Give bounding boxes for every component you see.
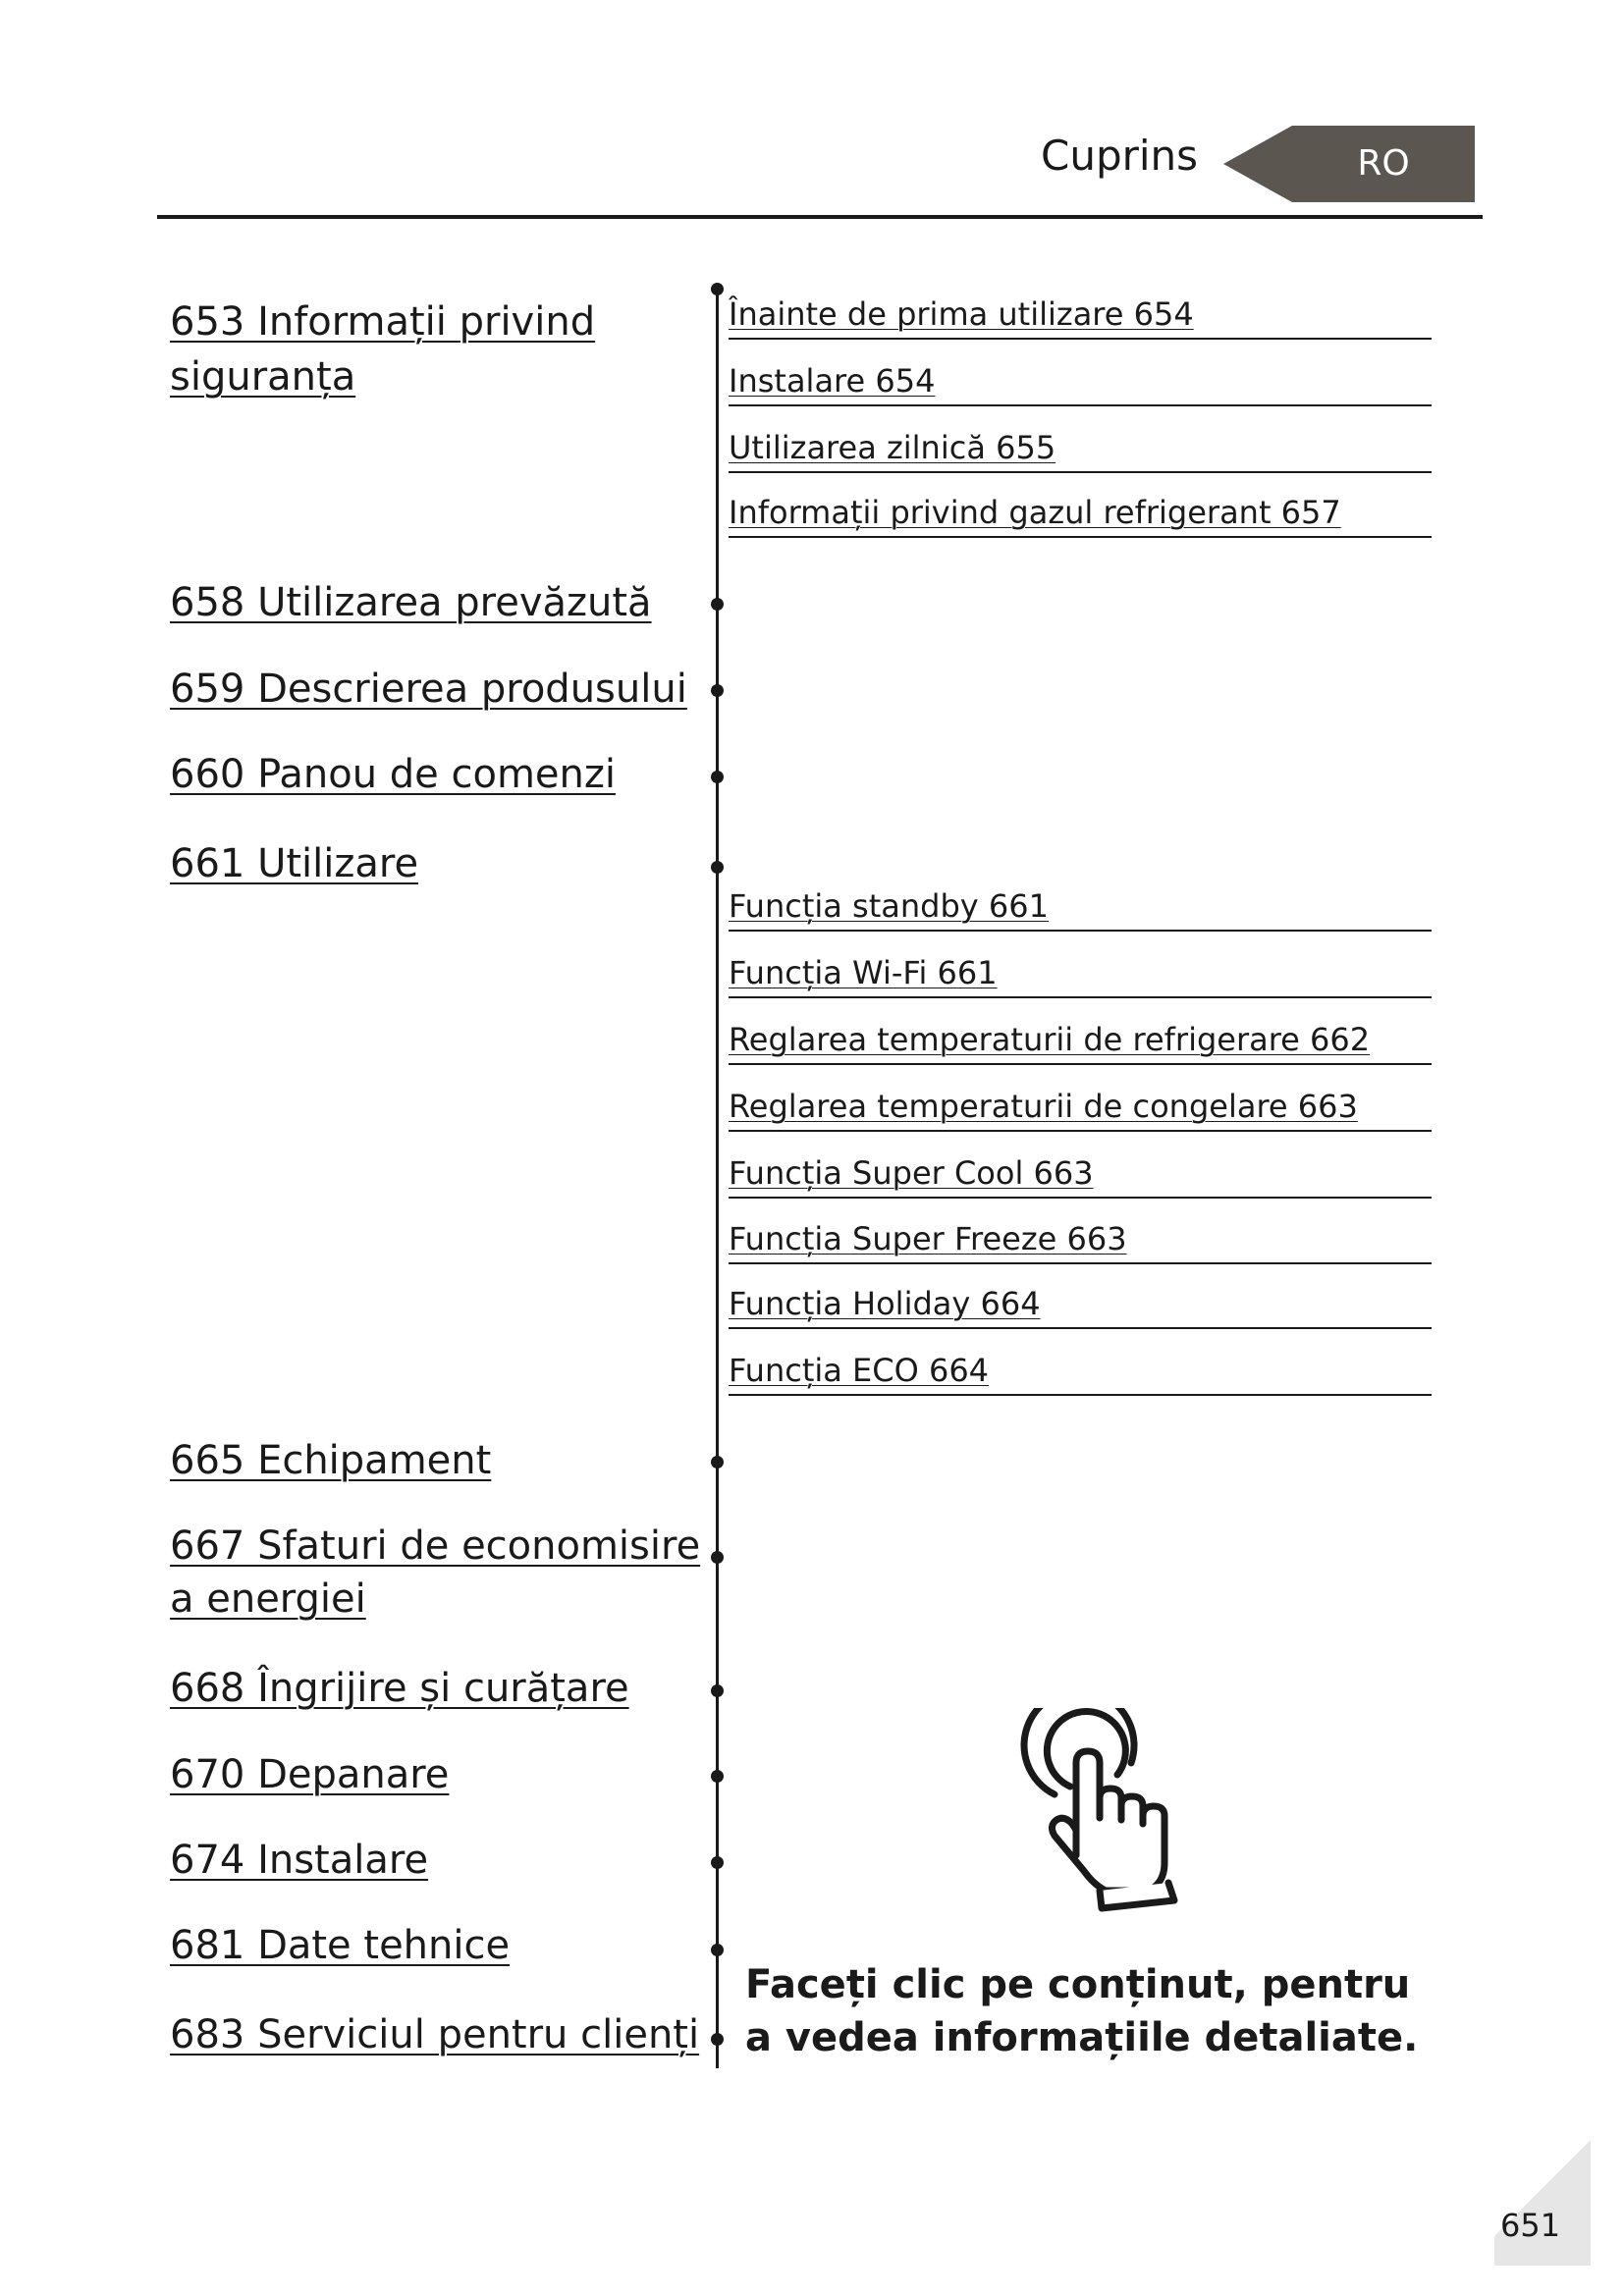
- page-corner-fold: [1475, 2138, 1593, 2268]
- toc-link-installation[interactable]: 674 Instalare: [170, 1838, 429, 1883]
- timeline-dot: [711, 684, 724, 697]
- timeline-dot: [711, 2033, 724, 2046]
- page-number: 651: [1500, 2207, 1561, 2244]
- timeline-line: [716, 287, 719, 2068]
- click-hint-text: Faceți clic pe conținut, pentru a vedea informațiile detaliate.: [745, 1962, 1419, 2060]
- timeline-dot: [711, 861, 724, 874]
- timeline-dot: [711, 1456, 724, 1468]
- timeline-dot: [711, 1856, 724, 1869]
- timeline-dot: [711, 1551, 724, 1564]
- touch-hand-icon: [1011, 1708, 1188, 1918]
- toc-link-technical-data[interactable]: 681 Date tehnice: [170, 1923, 511, 1968]
- language-label: RO: [1357, 143, 1410, 184]
- language-tab: [1223, 126, 1475, 202]
- toc-sublink-eco[interactable]: Funcția ECO 664: [729, 1347, 1432, 1396]
- toc-link-energy-saving[interactable]: 667 Sfaturi de economisire a energiei: [170, 1523, 701, 1622]
- toc-link-equipment[interactable]: 665 Echipament: [170, 1438, 492, 1483]
- toc-sublink-holiday[interactable]: Funcția Holiday 664: [729, 1280, 1432, 1329]
- toc-sublink-freezer-temp[interactable]: Reglarea temperaturii de congelare 663: [729, 1083, 1432, 1132]
- toc-link-troubleshooting[interactable]: 670 Depanare: [170, 1752, 450, 1797]
- header-divider: [157, 215, 1483, 219]
- timeline-dot: [711, 598, 724, 611]
- toc-link-intended-use[interactable]: 658 Utilizarea prevăzută: [170, 580, 652, 625]
- toc-sublink-daily-use[interactable]: Utilizarea zilnică 655: [729, 424, 1432, 473]
- toc-link-safety-info[interactable]: 653 Informații privind siguranța: [170, 299, 596, 400]
- timeline-dot: [711, 1684, 724, 1697]
- timeline-dot: [711, 1770, 724, 1783]
- toc-sublink-before-first-use[interactable]: Înainte de prima utilizare 654: [729, 291, 1432, 340]
- toc-sublink-fridge-temp[interactable]: Reglarea temperaturii de refrigerare 662: [729, 1016, 1432, 1065]
- toc-link-customer-service[interactable]: 683 Serviciul pentru clienți: [170, 2012, 700, 2057]
- toc-sublink-refrigerant-gas[interactable]: Informații privind gazul refrigerant 657: [729, 489, 1432, 538]
- toc-link-product-description[interactable]: 659 Descrierea produsului: [170, 667, 687, 712]
- toc-sublink-standby[interactable]: Funcția standby 661: [729, 882, 1432, 932]
- toc-sublink-wifi[interactable]: Funcția Wi-Fi 661: [729, 949, 1432, 998]
- toc-sublink-super-freeze[interactable]: Funcția Super Freeze 663: [729, 1215, 1432, 1264]
- page-title: Cuprins: [1041, 132, 1199, 180]
- toc-link-care-cleaning[interactable]: 668 Îngrijire și curățare: [170, 1666, 629, 1711]
- toc-sublink-installation[interactable]: Instalare 654: [729, 357, 1432, 406]
- toc-sublink-super-cool[interactable]: Funcția Super Cool 663: [729, 1149, 1432, 1199]
- timeline-dot: [711, 1944, 724, 1956]
- toc-link-usage[interactable]: 661 Utilizare: [170, 841, 419, 886]
- timeline-dot: [711, 283, 724, 295]
- toc-link-control-panel[interactable]: 660 Panou de comenzi: [170, 752, 617, 797]
- timeline-dot: [711, 771, 724, 783]
